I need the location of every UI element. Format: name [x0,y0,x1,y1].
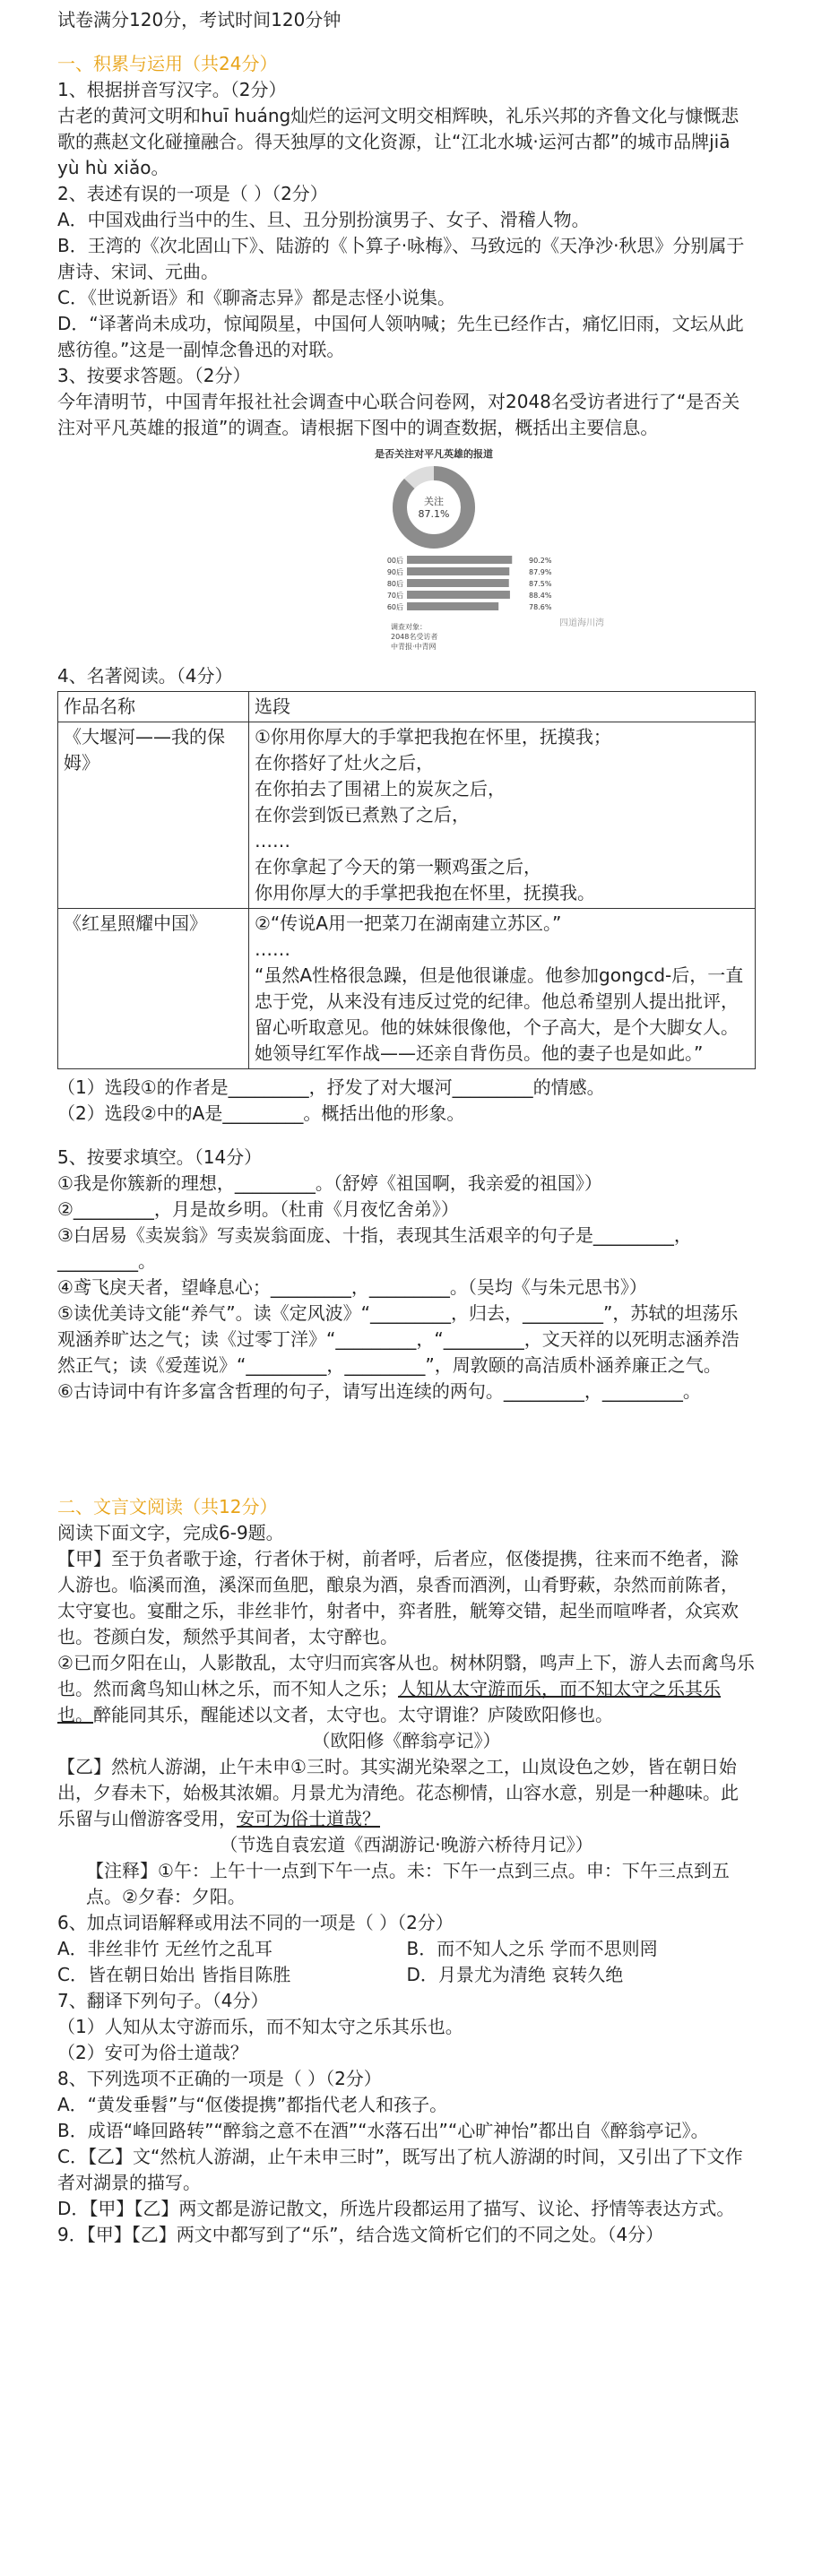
excerpt-1-line: 在你尝到饭已煮熟了之后， [255,804,470,826]
q9-stem: 9．【甲】【乙】两文中都写到了“乐”，结合选文简析它们的不同之处。（4分） [57,2224,664,2245]
bar-value: 88.4% [529,592,552,600]
excerpt-1-line: 你用你厚大的手掌把我抱在怀里，抚摸我。 [255,882,595,903]
table-header-work: 作品名称 [58,692,249,722]
passage-jia-2b: 醉能同其乐，醒能述以文者，太守也。太守谓谁？庐陵欧阳修也。 [93,1704,613,1725]
book-title-1: 《大堰河——我的保姆》 [58,722,249,909]
table-row [58,909,756,1069]
bar-value: 78.6% [529,603,552,611]
q5-stem: 5、按要求填空。（14分） [57,1146,263,1168]
passage-yi [57,1754,756,1832]
excerpt-1-line: …… [255,830,290,851]
q5-item: ⑤读优美诗文能“养气”。读《定风波》“_________，归去，_________”，苏轼的坦荡乐观涵养旷达之气；读《过零丁洋》“_________，“_________，文天祥的以死明志涵养浩然正气；读《爱莲说》“_________，_________”，周敦颐的高洁质朴涵养廉正之气。 [57,1302,739,1376]
bar-value: 87.5% [529,580,552,588]
q6-option-b: B．而不知人之乐 学而不思则罔 [406,1938,658,1959]
q7-sub2: （2）安可为俗士道哉？ [57,2042,248,2063]
q4-sub1: （1）选段①的作者是_________，抒发了对大堰河_________的情感。 [57,1076,605,1098]
q5-item: ③白居易《卖炭翁》写卖炭翁面庞、十指，表现其生活艰辛的句子是_________，_________。 [57,1224,692,1272]
q6-option-a: A．非丝非竹 无丝竹之乱耳 [57,1938,273,1959]
bar-value: 87.9% [529,568,552,576]
q8-option-b: B．成语“峰回路转”“醉翁之意不在酒”“水落石出”“心旷神怡”都出自《醉翁亭记》。 [57,2120,709,2141]
q6-options-row2 [57,1962,756,1988]
q4-sub2: （2）选段②中的A是_________。概括出他的形象。 [57,1102,465,1124]
q4-stem: 4、名著阅读。（4分） [57,665,233,687]
bar [407,556,512,564]
bar-label: 70后 [386,592,403,600]
table-row [58,722,756,909]
q8-stem: 8、下列选项不正确的一项是（ ）（2分） [57,2068,382,2089]
passage-yi-source: （节选自袁宏道《西湖游记·晚游六桥待月记》） [220,1834,593,1855]
annotation: 【注释】①午：上午十一点到下午一点。未：下午一点到三点。申：下午三点到五点。②夕春：夕阳。 [86,1860,730,1907]
q1-stem: 1、根据拼音写汉字。（2分） [57,79,287,100]
donut-value: 87.1% [418,508,450,520]
q8-option-d: D．【甲】【乙】两文都是游记散文，所选片段都运用了描写、议论、抒情等表达方式。 [57,2198,735,2219]
q3-stem: 3、按要求答题。（2分） [57,365,251,386]
intro: 试卷满分120分，考试时间120分钟 [57,9,342,30]
passage-jia-2 [57,1650,756,1728]
passage-jia-2a: ②已而夕阳在山，人影散乱，太守归而宾客从也。树林阴翳，鸣声上下，游人去而禽鸟乐也。然而禽鸟知山林之乐，而不知人之乐； [57,1652,755,1699]
excerpt-1 [249,722,756,909]
bar [407,591,510,599]
chart-title: 是否关注对平凡英雄的报道 [375,448,493,460]
q2-stem: 2、表述有误的一项是（ ）（2分） [57,183,328,204]
excerpt-1-line: 在你拿起了今天的第一颗鸡蛋之后， [255,856,541,877]
q7-stem: 7、翻译下列句子。（4分） [57,1990,269,2011]
q6-option-d: D．月景尤为清绝 哀转久绝 [406,1964,624,1985]
reading-table [57,691,756,1069]
bar-label: 00后 [386,557,403,565]
instruction: 阅读下面文字，完成6-9题。 [57,1522,284,1543]
bar-value: 90.2% [529,557,552,565]
q8-option-a: A．“黄发垂髫”与“伛偻提携”都指代老人和孩子。 [57,2094,448,2115]
excerpt-2-line: “虽然A性格很急躁，但是他很谦虚。他参加gongcd-后，一直忠于党，从来没有违反过党的纪律。他总希望别人提出批评，留心听取意见。他的妹妹很像他，个子高大，是个大脚女人。她领导红军作战——还亲自背伤员。他的妻子也是如此。” [255,964,744,1064]
q6-stem: 6、加点词语解释或用法不同的一项是（ ）（2分） [57,1912,454,1933]
excerpt-1-line: ①你用你厚大的手掌把我抱在怀里，抚摸我； [255,726,611,748]
book-title-2: 《红星照耀中国》 [58,909,249,1069]
q1-text: 古老的黄河文明和huī huáng灿烂的运河文明交相辉映，礼乐兴邦的齐鲁文化与慷慨悲歌的燕赵文化碰撞融合。得天独厚的文化资源，让“江北水城·运河古都”的城市品牌jiā yù hù xiǎo。 [57,105,739,178]
passage-yi-underlined: 安可为俗士道哉？ [237,1808,380,1829]
table-header-excerpt: 选段 [249,692,756,722]
q3-text: 今年清明节，中国青年报社社会调查中心联合问卷网，对2048名受访者进行了“是否关注对平凡英雄的报道”的调查。请根据下图中的调查数据，概括出主要信息。 [57,391,740,438]
q5-item: ④鸢飞戾天者，望峰息心；_________，_________。（吴均《与朱元思书》） [57,1276,647,1298]
section2-title: 二、文言文阅读（共12分） [57,1496,278,1517]
q5-item: ②_________，月是故乡明。（杜甫《月夜忆舍弟》） [57,1198,459,1220]
q5-item: ⑥古诗词中有许多富含哲理的句子，请写出连续的两句。_________，_________。 [57,1380,701,1402]
q6-options-row1 [57,1936,756,1962]
chart-note-2: 2048名受访者 [391,633,438,641]
excerpt-1-line: 在你拍去了围裙上的炭灰之后， [255,778,506,800]
q6-option-c: C．皆在朝日始出 皆指目陈胜 [57,1964,291,1985]
passage-jia-2-underlined: 人知从太守游而乐，而不知太守之乐其乐也。 [57,1678,721,1725]
donut-label: 关注 [424,496,444,507]
passage-jia-1: 【甲】至于负者歌于途，行者休于树，前者呼，后者应，伛偻提携，往来而不绝者，滁人游也。临溪而渔，溪深而鱼肥，酿泉为酒，泉香而酒洌，山肴野蔌，杂然而前陈者，太守宴也。宴酣之乐，非丝非竹，射者中，弈者胜，觥筹交错，起坐而喧哗者，众宾欢也。苍颜白发，颓然乎其间者，太守醉也。 [57,1548,739,1647]
survey-figure [290,445,703,660]
section1-title: 一、积累与运用（共24分） [57,53,278,74]
chart-note-1: 调查对象： [391,623,427,631]
q7-sub1: （1）人知从太守游而乐，而不知太守之乐其乐也。 [57,2016,463,2037]
q2-option-b: B．王湾的《次北固山下》、陆游的《卜算子·咏梅》、马致远的《天净沙·秋思》分别属于唐诗、宋词、元曲。 [57,235,745,282]
bar-label: 90后 [386,568,403,576]
q2-option-d: D．“译著尚未成功，惊闻陨星，中国何人领呐喊；先生已经作古，痛忆旧雨，文坛从此感彷徨。”这是一副悼念鲁迅的对联。 [57,313,744,360]
bar-label: 60后 [386,603,403,611]
chart-note-3: 中青报·中青网 [391,643,437,651]
bar [407,579,509,587]
bar [407,602,498,610]
passage-yi-a: 【乙】然杭人游湖，止午未申①三时。其实湖光染翠之工，山岚设色之妙，皆在朝日始出，夕春未下，始极其浓媚。月景尤为清绝。花态柳情，山容水意，别是一种趣味。此乐留与山僧游客受用， [57,1756,739,1829]
excerpt-1-line: 在你搭好了灶火之后， [255,752,434,774]
bar [407,567,509,575]
q2-option-c: C．《世说新语》和《聊斋志异》都是志怪小说集。 [57,287,455,308]
passage-jia-source: （欧阳修《醉翁亭记》） [312,1730,501,1751]
q2-option-a: A．中国戏曲行当中的生、旦、丑分别扮演男子、女子、滑稽人物。 [57,209,590,230]
bar-label: 80后 [386,580,403,588]
excerpt-2-line: …… [255,938,290,960]
excerpt-2-line: ②“传说A用一把菜刀在湖南建立苏区。” [255,912,562,934]
q8-option-c: C．【乙】文“然杭人游湖，止午未申三时”，既写出了杭人游湖的时间，又引出了下文作者对湖景的描写。 [57,2146,743,2193]
watermark: 四道海川湾 [559,618,604,628]
survey-chart [290,445,703,660]
q5-item: ①我是你簇新的理想，_________。（舒婷《祖国啊，我亲爱的祖国》） [57,1172,602,1194]
excerpt-2 [249,909,756,1069]
